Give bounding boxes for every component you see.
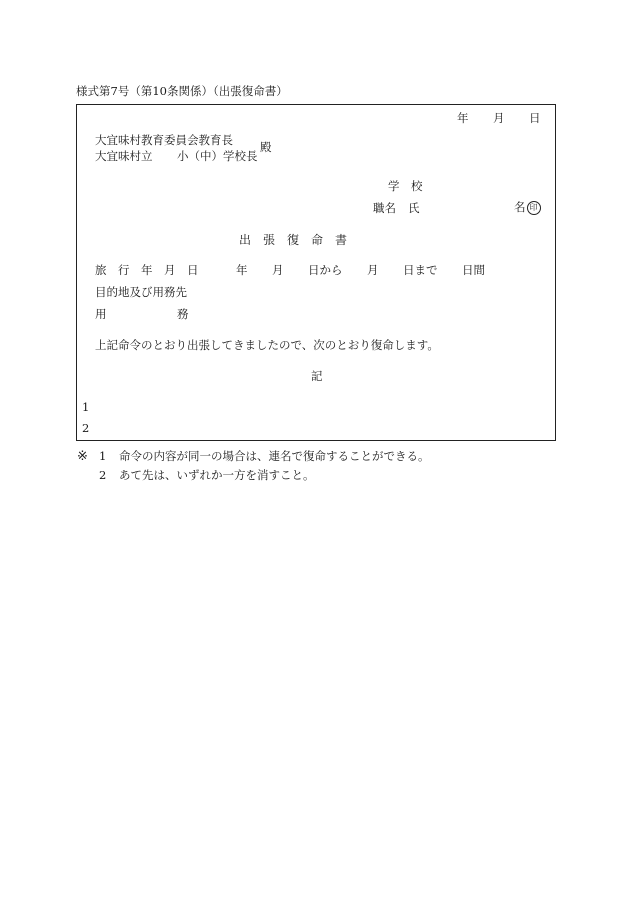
period-day-from: 日から bbox=[308, 263, 343, 277]
business-label-a: 用 bbox=[95, 307, 107, 321]
period-days: 日間 bbox=[462, 263, 485, 277]
item-number: 2 bbox=[82, 421, 90, 435]
addressee-line1: 大宜味村教育委員会教育長 bbox=[95, 133, 233, 147]
period-month2: 月 bbox=[367, 263, 379, 277]
note1-text: 命令の内容が同一の場合は、連名で復命することができる。 bbox=[119, 449, 430, 463]
item-number: 1 bbox=[82, 400, 90, 414]
name-seal-group bbox=[514, 201, 541, 215]
honorific: 殿 bbox=[260, 140, 272, 154]
statement: 上記命令のとおり出張してきましたので、次のとおり復命します。 bbox=[95, 338, 439, 352]
date-day-label: 日 bbox=[529, 111, 541, 125]
note-mark: ※ bbox=[77, 449, 88, 464]
ki-label: 記 bbox=[311, 369, 323, 383]
note2-text: あて先は、いずれか一方を消すこと。 bbox=[119, 468, 315, 482]
form-number: 様式第7号（第10条関係）（出張復命書） bbox=[76, 84, 288, 98]
note2-number: 2 bbox=[99, 468, 107, 482]
addressee-line2-village: 大宜味村立 bbox=[95, 149, 153, 163]
period-day-until: 日まで bbox=[403, 263, 438, 277]
business-label-b: 務 bbox=[177, 307, 189, 321]
date-month-label: 月 bbox=[493, 111, 505, 125]
addressee-line2-school: 小（中）学校長 bbox=[177, 149, 258, 163]
period-month: 月 bbox=[272, 263, 284, 277]
school-label: 学 校 bbox=[388, 179, 423, 193]
date-year-label: 年 bbox=[457, 111, 469, 125]
destination-label: 目的地及び用務先 bbox=[95, 285, 187, 299]
name-label-b: 名 bbox=[514, 200, 526, 214]
seal-icon: 印 bbox=[527, 201, 541, 215]
document-title: 出 張 復 命 書 bbox=[239, 233, 348, 247]
note1-number: 1 bbox=[99, 449, 107, 463]
travel-period-label: 旅 行 年 月 日 bbox=[95, 263, 199, 277]
position-label: 職名 bbox=[373, 201, 396, 215]
period-year: 年 bbox=[236, 263, 248, 277]
name-label-a: 氏 bbox=[408, 201, 420, 215]
